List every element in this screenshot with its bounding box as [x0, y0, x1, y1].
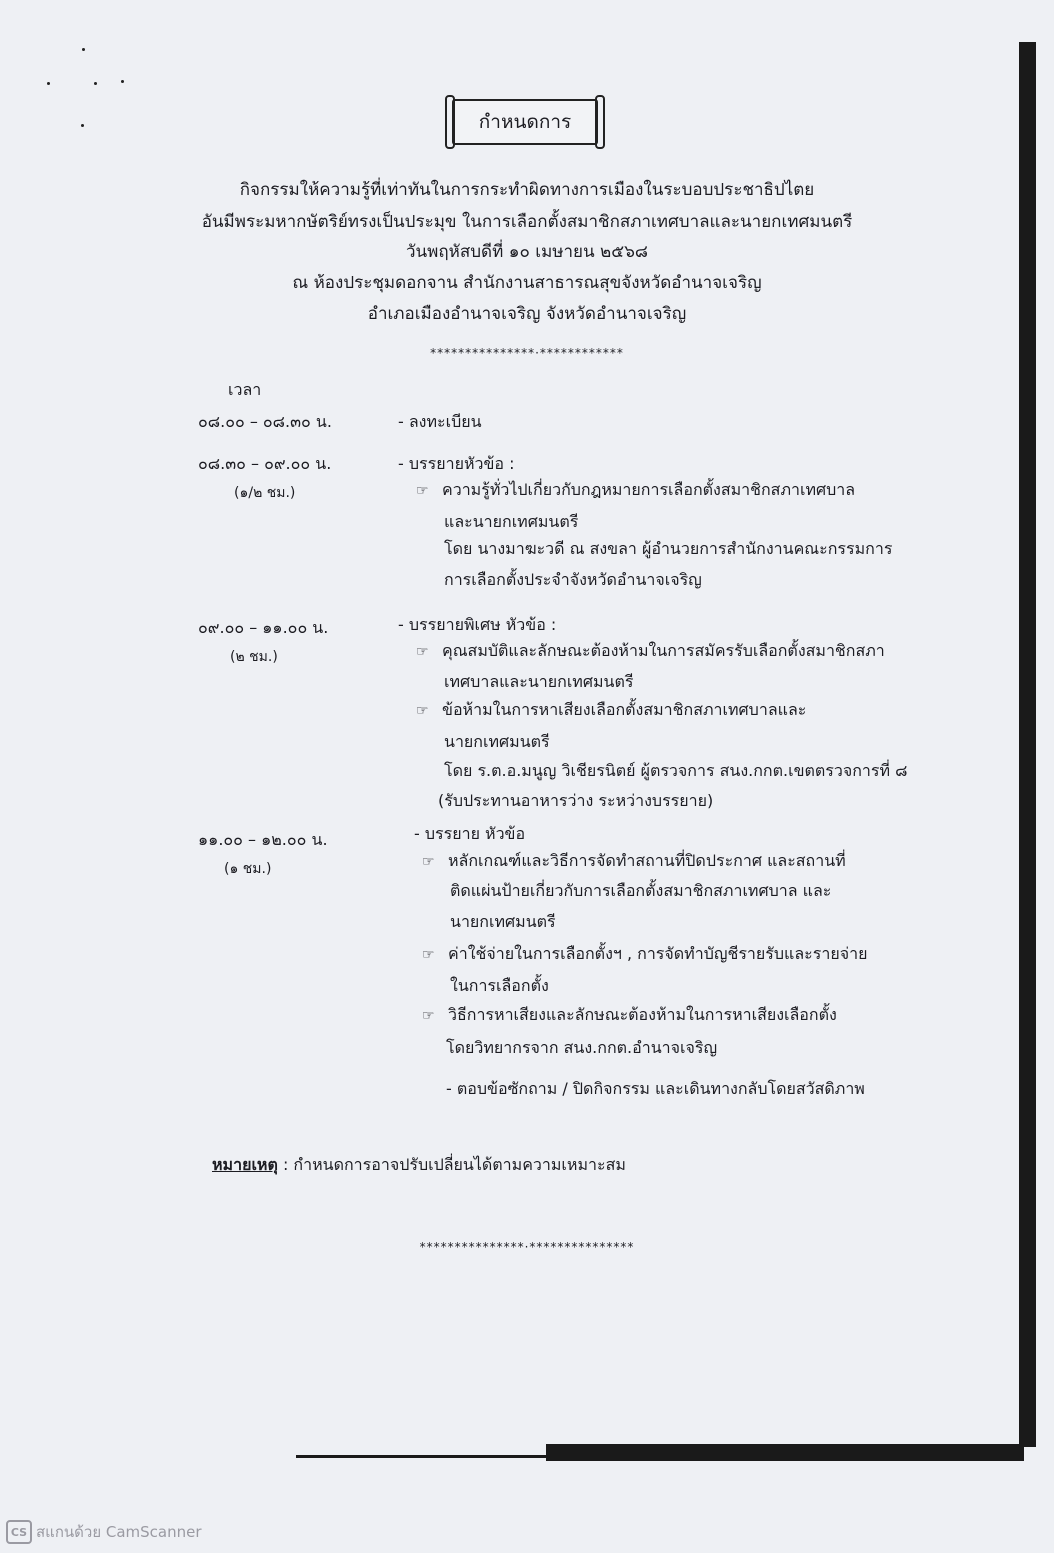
schedule-topic-heading: - บรรยาย หัวข้อ [414, 824, 526, 843]
camscanner-logo-icon: CS [6, 1520, 32, 1544]
heading-line-2: อันมีพระมหากษัตริย์ทรงเป็นประมุข ในการเลือกตั้งสมาชิกสภาเทศบาลและนายกเทศมนตรี [201, 212, 853, 232]
bullet-text: หลักเกณฑ์และวิธีการจัดทำสถานที่ปิดประกาศ และสถานที่ [448, 851, 846, 870]
bullet-text-continued: เทศบาลและนายกเทศมนตรี [444, 672, 634, 691]
schedule-time: ๐๙.๐๐ – ๑๑.๐๐ น. [198, 618, 329, 637]
break-note: (รับประทานอาหารว่าง ระหว่างบรรยาย) [438, 791, 714, 810]
closing-item: - ตอบข้อซักถาม / ปิดกิจกรรม และเดินทางกลับโดยสวัสดิภาพ [446, 1079, 865, 1098]
bullet-item [422, 942, 867, 967]
schedule-duration: (๑/๒ ชม.) [234, 485, 296, 501]
bullet-item [422, 849, 846, 874]
schedule-duration: (๑ ชม.) [224, 861, 272, 877]
bullet-text-continued: ติดแผ่นป้ายเกี่ยวกับการเลือกตั้งสมาชิกสภาเทศบาล และ [450, 881, 832, 900]
separator-top: ***************·************ [430, 346, 624, 360]
bullet-item [416, 478, 855, 503]
bullet-text-continued: และนายกเทศมนตรี [444, 512, 579, 531]
speaker-line: โดย ร.ต.อ.มนูญ วิเชียรนิตย์ ผู้ตรวจการ สนง.กกต.เขตตรวจการที่ ๘ [444, 761, 908, 780]
bullet-text-continued: นายกเทศมนตรี [444, 732, 550, 751]
bullet-item [422, 1003, 837, 1028]
scan-speck [121, 80, 124, 83]
pointing-hand-icon: ☞ [422, 947, 435, 963]
watermark-text: สแกนด้วย CamScanner [36, 1523, 202, 1541]
time-column-header: เวลา [228, 380, 262, 399]
bullet-text: คุณสมบัติและลักษณะต้องห้ามในการสมัครรับเลือกตั้งสมาชิกสภา [442, 641, 885, 660]
schedule-time: ๐๘.๓๐ – ๐๙.๐๐ น. [198, 454, 332, 473]
pointing-hand-icon: ☞ [422, 854, 435, 870]
document-title: กำหนดการ [452, 99, 598, 145]
remark-label: หมายเหตุ [212, 1155, 278, 1174]
schedule-item: - ลงทะเบียน [398, 412, 482, 431]
speaker-line: โดยวิทยากรจาก สนง.กกต.อำนาจเจริญ [446, 1038, 718, 1057]
heading-district: อำเภอเมืองอำนาจเจริญ จังหวัดอำนาจเจริญ [367, 304, 687, 324]
pointing-hand-icon: ☞ [422, 1008, 435, 1024]
scan-edge-bottom-line [296, 1455, 546, 1458]
bullet-text: วิธีการหาเสียงและลักษณะต้องห้ามในการหาเสียงเลือกตั้ง [448, 1005, 837, 1024]
separator-bottom: ***************·*************** [419, 1240, 635, 1254]
schedule-time: ๑๑.๐๐ – ๑๒.๐๐ น. [198, 830, 328, 849]
scan-speck [47, 82, 50, 85]
schedule-topic-heading: - บรรยายพิเศษ หัวข้อ : [398, 615, 557, 634]
pointing-hand-icon: ☞ [416, 644, 429, 660]
schedule-time: ๐๘.๐๐ – ๐๘.๓๐ น. [198, 412, 332, 431]
scan-speck [81, 124, 84, 127]
bullet-text-continued: ในการเลือกตั้ง [450, 976, 549, 995]
scan-edge-bottom [546, 1444, 1024, 1461]
remark-text: : กำหนดการอาจปรับเปลี่ยนได้ตามความเหมาะสม [277, 1155, 626, 1174]
heading-line-1: กิจกรรมให้ความรู้ที่เท่าทันในการกระทำผิดทางการเมืองในระบอบประชาธิปไตย [239, 180, 815, 200]
schedule-duration: (๒ ชม.) [230, 649, 278, 665]
bullet-item [416, 639, 885, 664]
bullet-text: ความรู้ทั่วไปเกี่ยวกับกฎหมายการเลือกตั้งสมาชิกสภาเทศบาล [442, 480, 856, 499]
pointing-hand-icon: ☞ [416, 483, 429, 499]
scan-speck [94, 82, 97, 85]
bullet-text: ข้อห้ามในการหาเสียงเลือกตั้งสมาชิกสภาเทศบาลและ [442, 700, 807, 719]
bullet-text: ค่าใช้จ่ายในการเลือกตั้งฯ , การจัดทำบัญชีรายรับและรายจ่าย [448, 944, 868, 963]
bullet-item [416, 698, 806, 723]
speaker-line: โดย นางมาฆะวดี ณ สงขลา ผู้อำนวยการสำนักงานคณะกรรมการ [444, 539, 893, 558]
pointing-hand-icon: ☞ [416, 703, 429, 719]
speaker-line: การเลือกตั้งประจำจังหวัดอำนาจเจริญ [444, 570, 702, 589]
heading-venue: ณ ห้องประชุมดอกจาน สำนักงานสาธารณสุขจังหวัดอำนาจเจริญ [292, 273, 762, 293]
camscanner-watermark [6, 1520, 202, 1544]
remark [212, 1153, 626, 1178]
heading-date: วันพฤหัสบดีที่ ๑๐ เมษายน ๒๕๖๘ [406, 242, 648, 262]
schedule-topic-heading: - บรรยายหัวข้อ : [398, 454, 515, 473]
scan-speck [82, 48, 85, 51]
bullet-text-continued: นายกเทศมนตรี [450, 912, 556, 931]
